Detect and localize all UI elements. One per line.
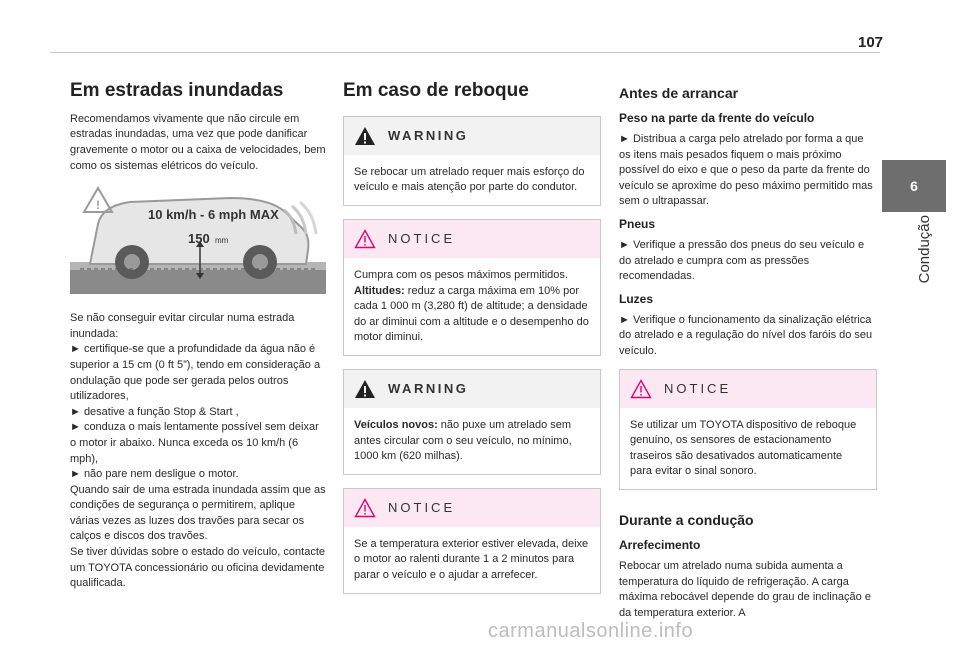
flooded-bullet-nostop: ► não pare nem desligue o motor. (70, 468, 239, 481)
notice-box-3-header (620, 370, 876, 408)
page-number: 107 (858, 34, 884, 51)
flooded-bullet-slow: ► conduza o mais lentamente possível sem deixar o motor ir abaixo. Nunca exceda os 10 km/h (6 mph), (70, 421, 319, 465)
chapter-label: Condução (916, 215, 933, 284)
notice-box-3-text: Se utilizar um TOYOTA dispositivo de reboque genuíno, os sensores de estacionamento traseiros são desativados automaticamente para evitar o sinal sonoro. (630, 418, 857, 478)
notice-box-2-header (344, 489, 600, 527)
flooded-bullet-stopstart: ► desative a função Stop & Start , (70, 405, 239, 418)
warning-icon (354, 126, 376, 146)
warning-box-2-header (344, 370, 600, 408)
flooded-intro: Recomendamos vivamente que não circule em estradas inundadas, uma vez que pode danificar gravemente o motor ou a caixa de velocidades, bem como os sistemas elétricos do veículo. (70, 112, 326, 172)
notice-box-1-text1: Cumpra com os pesos máximos permitidos. (354, 268, 568, 281)
section-title-while-driving: Durante a condução (619, 511, 754, 528)
tyres-text: ► Verifique a pressão dos pneus do seu veículo e do atrelado e cumpra com as pressões recomendadas. (619, 238, 865, 283)
flooded-bullet-depth: ► certifique-se que a profundidade da água não é superior a 15 cm (0 ft 5”), tendo em consideração a ondulação que pode ser gerada pelos outros utilizadores, (70, 343, 321, 403)
warning-box-1-text: Se rebocar um atrelado requer mais esforço do veículo e mais atenção por parte do condutor. (354, 165, 585, 194)
svg-text:!: ! (96, 198, 100, 213)
column-flooded-roads (70, 80, 326, 592)
notice-box-2-text: Se a temperatura exterior estiver elevada, deixe o motor ao ralenti durante 1 a 2 minutos para parar o veículo e o ajudar a arrefecer. (354, 537, 589, 581)
subtitle-cooling: Arrefecimento (619, 537, 701, 552)
watermark: carmanualsonline.info (488, 620, 694, 642)
altitudes-label: Altitudes: (354, 284, 405, 297)
notice-box-1-title: NOTICE (388, 231, 456, 247)
flooded-contact: Se tiver dúvidas sobre o estado do veículo, contacte um TOYOTA concessionário ou oficina devidamente qualificada. (70, 546, 325, 590)
altitudes-text: reduz a carga máxima em 10% por cada 1 000 m (3,280 ft) de altitude; a densidade do ar diminui com a altitude e o desempenho do motor diminui. (354, 284, 589, 344)
column-before-starting (619, 80, 877, 621)
flooded-road-illustration (70, 184, 326, 294)
warning-box-2-text (354, 418, 590, 465)
front-weight-text: ► Distribua a carga pelo atrelado por forma a que os itens mais pesados fiquem o mais próximo possível do eixo e que o peso da parte da frente do veículo se aproxime do peso máximo permitido mas sem o ultrapassar. (619, 133, 873, 208)
subtitle-front-weight: Peso na parte da frente do veículo (619, 111, 815, 125)
warning-box-1 (343, 116, 601, 206)
notice-icon (354, 498, 376, 518)
notice-icon (630, 379, 652, 399)
notice-box-3 (619, 369, 877, 490)
chapter-label-wrapper (896, 215, 936, 305)
notice-box-1 (343, 219, 601, 356)
notice-box-1-header (344, 220, 600, 258)
warning-box-2-title: WARNING (388, 381, 469, 397)
new-vehicles-text: não puxe um atrelado sem antes circular com o seu veículo, no mínimo, 1000 km (620 milhas). (354, 418, 572, 463)
header-divider (50, 52, 880, 53)
notice-box-2-title: NOTICE (388, 500, 456, 516)
subtitle-tyres: Pneus (619, 216, 656, 231)
section-title-towing: Em caso de reboque (343, 80, 529, 101)
flooded-after: Quando sair de uma estrada inundada assim que as condições de segurança o permitirem, aplique várias vezes as luzes dos travões para secar os calços e discos dos travões. (70, 483, 326, 543)
notice-box-1-text2 (354, 284, 590, 346)
depth-unit: mm (215, 236, 229, 246)
subtitle-lights: Luzes (619, 291, 654, 306)
cooling-text: Rebocar um atrelado numa subida aumenta a temperatura do líquido de refrigeração. A carga máxima rebocável depende do grau de inclinação e da temperatura exterior. A (619, 559, 871, 619)
warning-box-1-header (344, 117, 600, 155)
notice-icon (354, 229, 376, 249)
column-towing (343, 80, 601, 607)
new-vehicles-label: Veículos novos: (354, 418, 438, 431)
section-title-before-starting: Antes de arrancar (619, 85, 739, 101)
chapter-tab[interactable]: 6 (882, 160, 946, 212)
flooded-p2: Se não conseguir evitar circular numa estrada inundada: (70, 312, 295, 340)
warning-box-1-title: WARNING (388, 128, 469, 144)
section-title-flooded-roads: Em estradas inundadas (70, 80, 284, 101)
notice-box-3-title: NOTICE (664, 381, 732, 397)
depth-value: 150 (188, 231, 210, 247)
warning-box-2 (343, 369, 601, 475)
notice-box-2 (343, 488, 601, 594)
lights-text: ► Verifique o funcionamento da sinalização elétrica do atrelado e a regulação do nível dos faróis do seu veículo. (619, 313, 873, 357)
warning-icon (354, 379, 376, 399)
speed-label: 10 km/h - 6 mph MAX (148, 207, 279, 223)
